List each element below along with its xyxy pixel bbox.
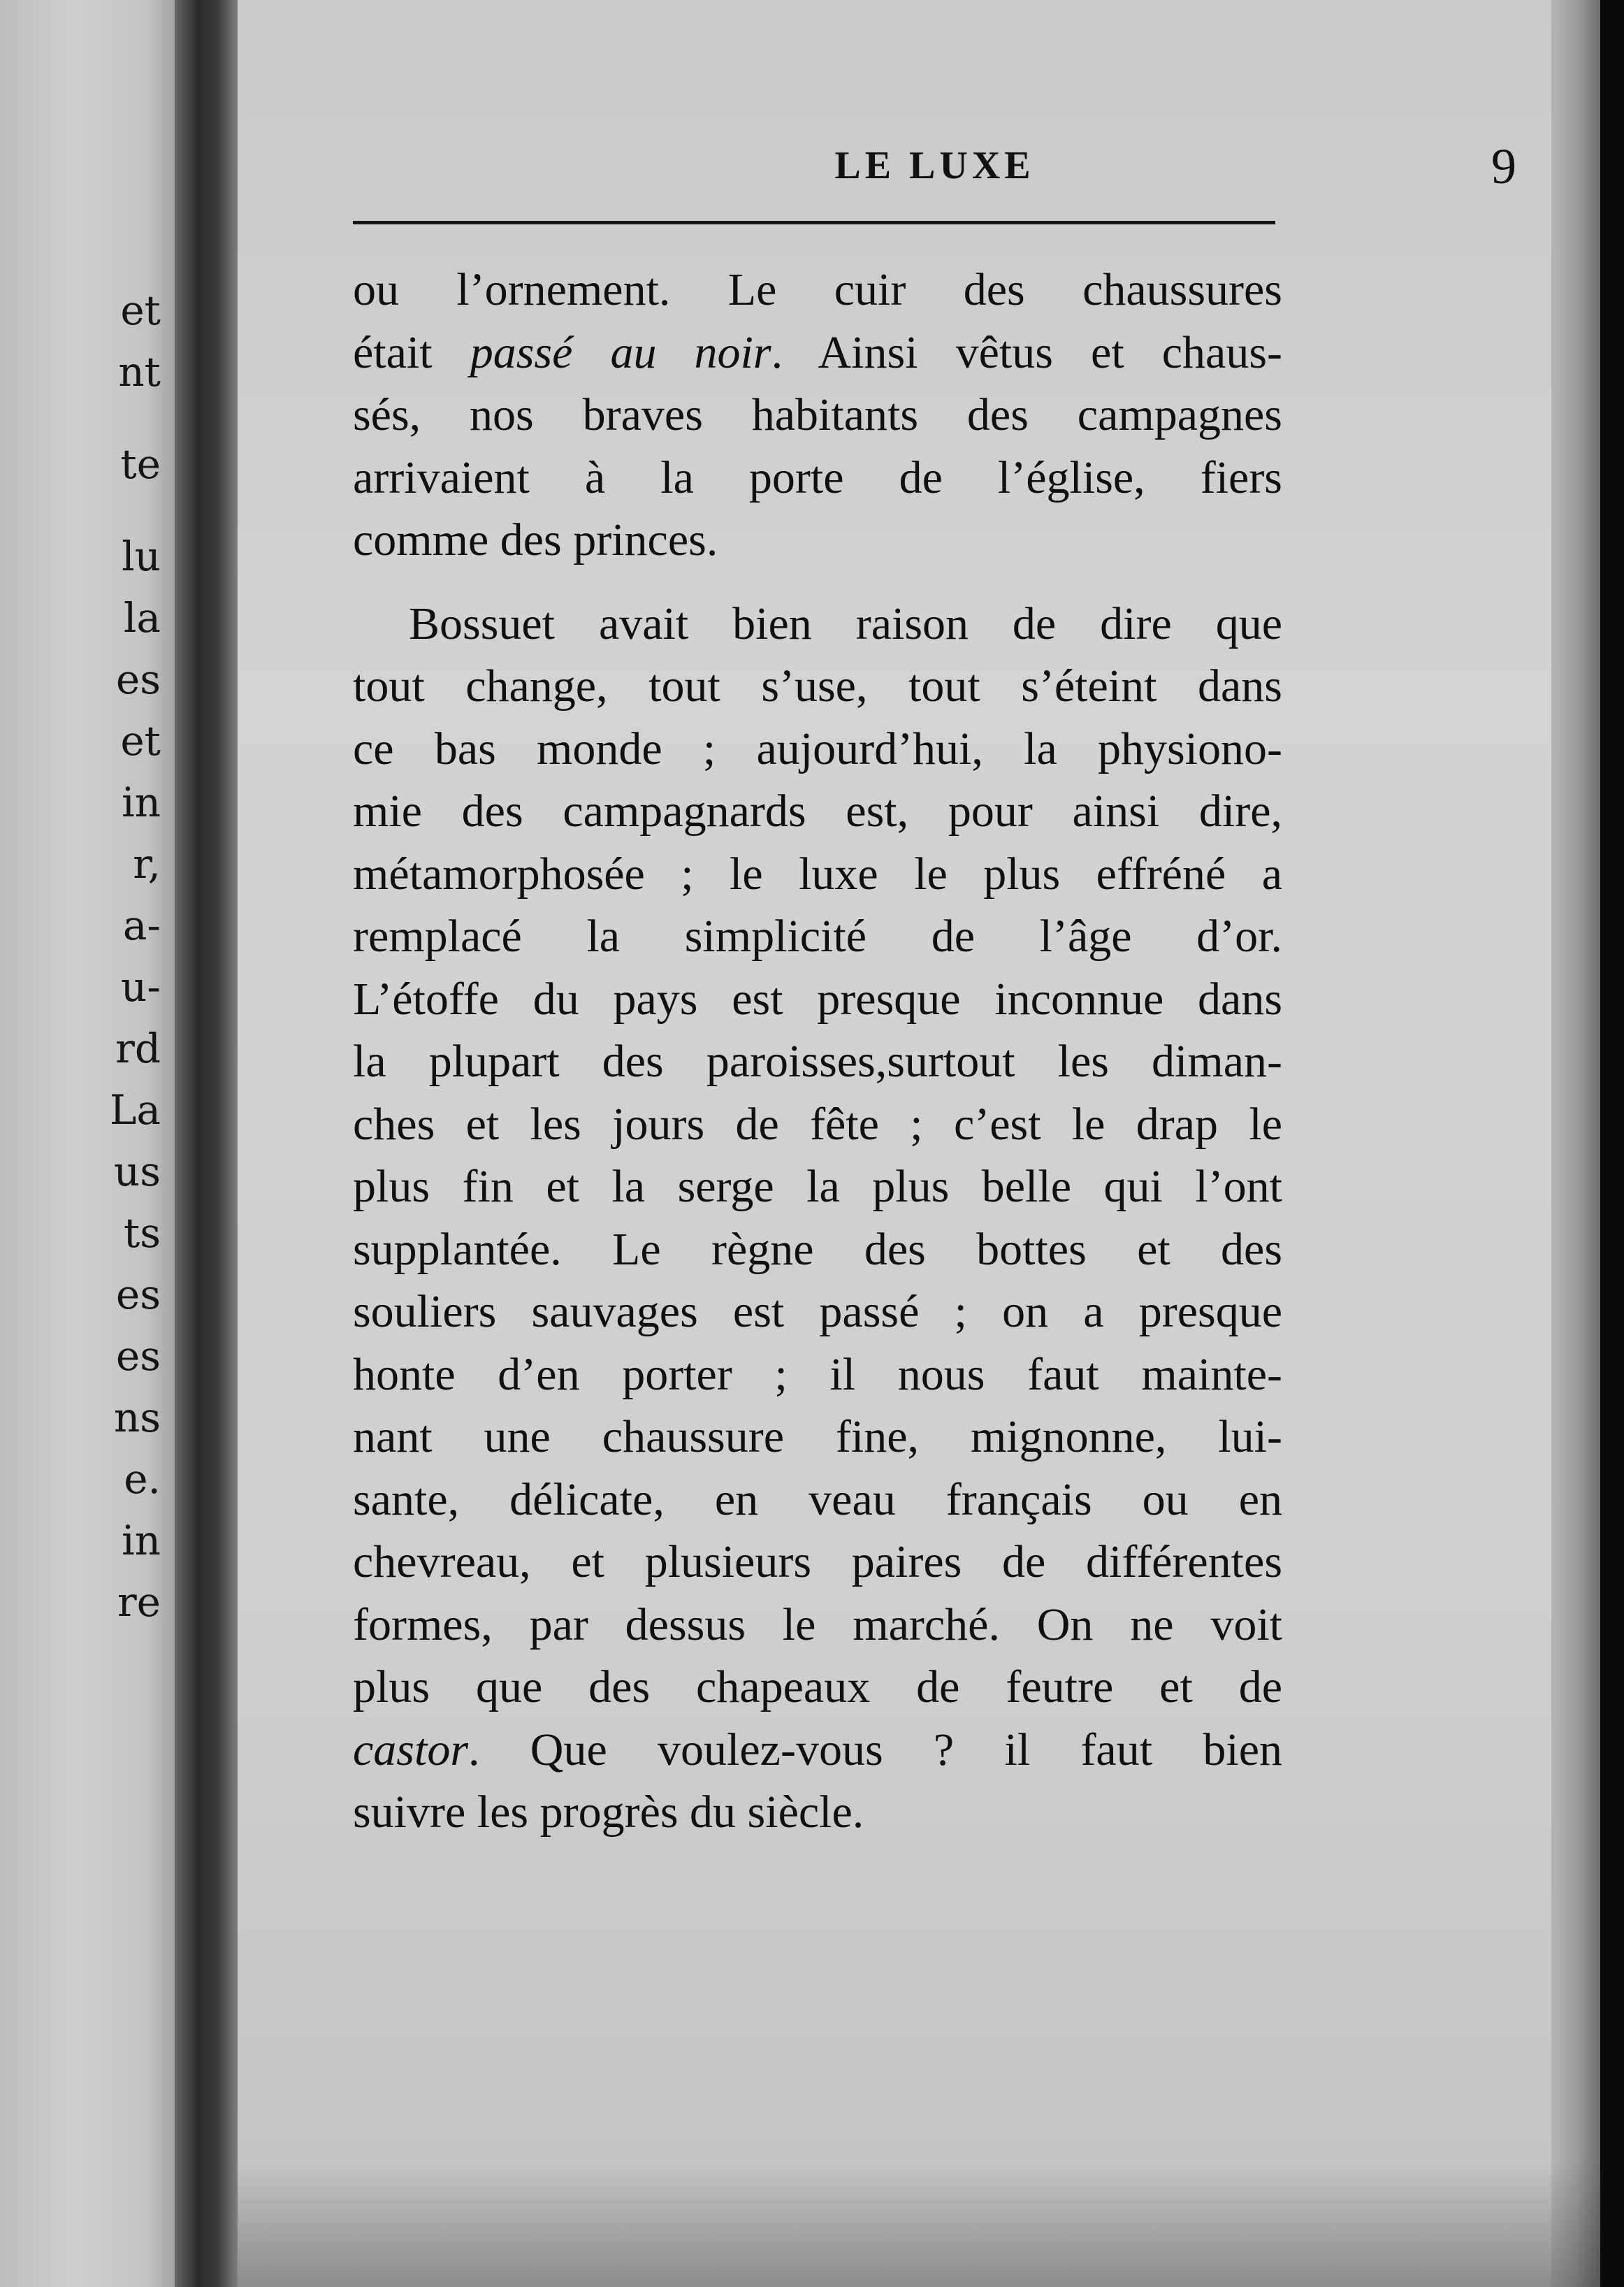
line-ending: in [122, 1517, 161, 1564]
line-ending: r, [133, 840, 161, 888]
line-ending: et [120, 287, 161, 334]
text-run: était [353, 326, 470, 378]
italic-phrase: passé au noir [470, 326, 771, 378]
text-line: tout change, tout s’use, tout s’éteint dans [353, 661, 1282, 712]
previous-page-edge [0, 0, 183, 2287]
text-line: suivre les progrès du siècle. [353, 1787, 864, 1838]
text-line: honte d’en porter ; il nous faut mainte- [353, 1348, 1282, 1400]
line-ending: et [120, 717, 161, 765]
running-title: LE LUXE [834, 144, 1035, 187]
text-line: ou l’ornement. Le cuir des chaussures [353, 264, 1282, 315]
line-ending: e. [124, 1455, 161, 1503]
book-page [238, 0, 1600, 2287]
italic-word: castor [353, 1724, 468, 1775]
text-line: chevreau, et plusieurs paires de différentes [353, 1536, 1282, 1587]
text-line: ce bas monde ; aujourd’hui, la physiono- [353, 723, 1282, 774]
line-ending: lu [122, 533, 161, 580]
text-line: la plupart des paroisses,surtout les diman- [353, 1036, 1282, 1087]
text-line [353, 1719, 1282, 1782]
text-line [353, 322, 1282, 384]
text-line: plus fin et la serge la plus belle qui l’ont [353, 1161, 1282, 1212]
line-ending: re [117, 1578, 161, 1626]
text-line: métamorphosée ; le luxe le plus effréné a [353, 848, 1282, 900]
line-ending: a- [122, 902, 161, 949]
previous-page-line-endings [0, 280, 161, 1633]
paragraph-spacer [353, 572, 1282, 593]
text-run: . Que voulez-vous ? il faut bien [468, 1724, 1282, 1775]
line-ending: in [122, 779, 161, 826]
text-line: remplacé la simplicité de l’âge d’or. [353, 911, 1282, 962]
page-bottom-shadow [238, 2161, 1600, 2287]
text-line: nant une chaussure fine, mignonne, lui- [353, 1411, 1282, 1462]
line-ending: es [115, 1271, 161, 1318]
page-number: 9 [1491, 138, 1516, 194]
text-line: sante, délicate, en veau français ou en [353, 1473, 1282, 1525]
line-ending: rd [115, 1025, 161, 1072]
book-gutter [175, 0, 241, 2287]
paragraph [353, 259, 1282, 572]
running-header [353, 138, 1516, 199]
text-line: souliers sauvages est passé ; on a presque [353, 1286, 1282, 1337]
text-line: supplantée. Le règne des bottes et des [353, 1223, 1282, 1275]
body-text [353, 259, 1282, 1844]
line-ending: es [115, 656, 161, 703]
paragraph [353, 593, 1282, 1844]
text-line: plus que des chapeaux de feutre et de [353, 1661, 1282, 1712]
header-rule [353, 221, 1275, 224]
line-ending: ns [113, 1394, 161, 1441]
line-ending: ts [123, 1209, 161, 1257]
line-ending: u- [121, 963, 161, 1011]
line-ending: nt [118, 348, 161, 396]
line-ending: La [109, 1086, 161, 1134]
text-line: arrivaient à la porte de l’église, fiers [353, 452, 1282, 503]
text-line: ches et les jours de fête ; c’est le drap le [353, 1098, 1282, 1150]
text-line: formes, par dessus le marché. On ne voit [353, 1599, 1282, 1650]
text-line: sés, nos braves habitants des campagnes [353, 389, 1282, 440]
text-run: . Ainsi vêtus et chaus- [771, 326, 1283, 378]
text-line: comme des princes. [353, 514, 718, 565]
line-ending: us [113, 1148, 161, 1195]
page-edge-shadow [1551, 0, 1600, 2287]
line-ending: la [123, 594, 161, 642]
text-line: Bossuet avait bien raison de dire que [409, 598, 1282, 649]
line-ending: es [115, 1332, 161, 1380]
text-line: mie des campagnards est, pour ainsi dire, [353, 786, 1282, 837]
text-line: L’étoffe du pays est presque inconnue dans [353, 973, 1282, 1025]
line-ending: te [120, 440, 161, 488]
